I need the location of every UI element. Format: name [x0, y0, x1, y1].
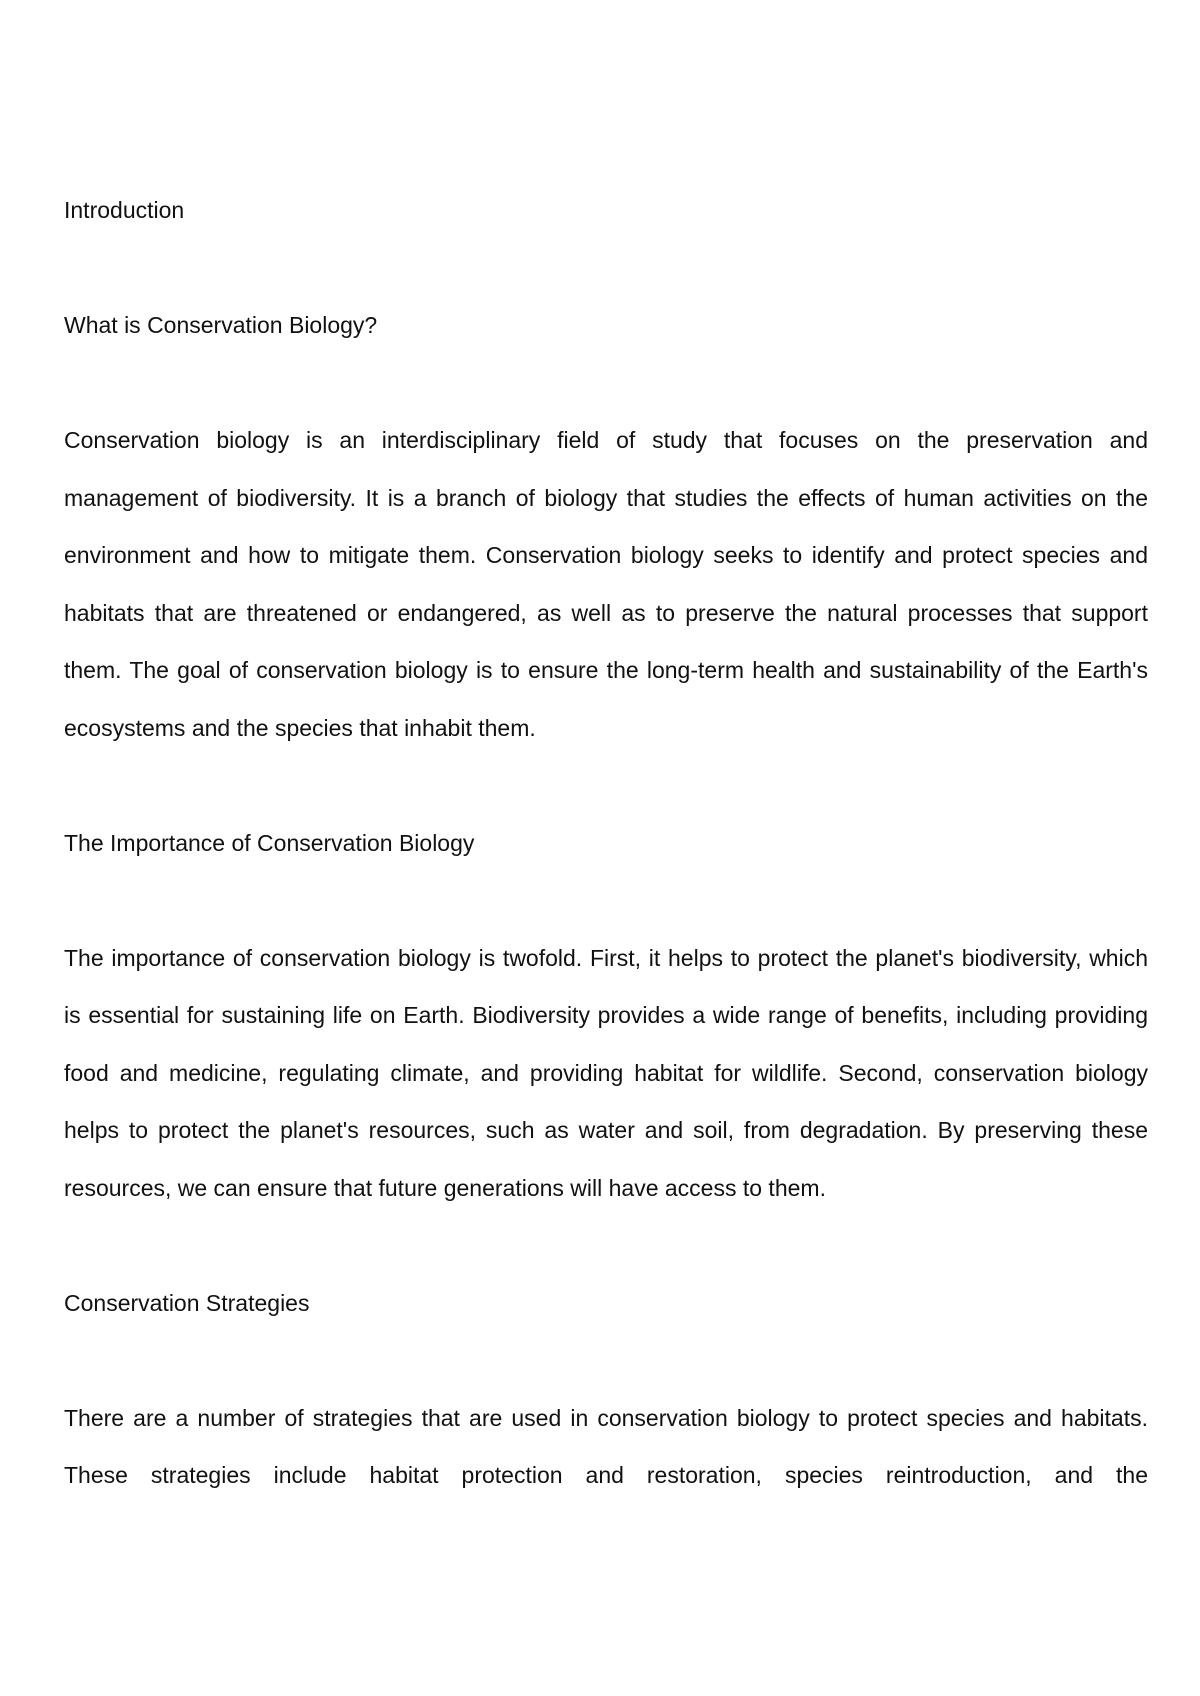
- section-heading-importance: The Importance of Conservation Biology: [64, 829, 475, 856]
- document-body: [64, 182, 1148, 1505]
- paragraph-importance: The importance of conservation biology is twofold. First, it helps to protect the planet's biodiversity, which is essential for sustaining life on Earth. Biodiversity provides a wide range of benefits, including providing food and medicine, regulating climate, and providing habitat for wildlife. Second, conservation biology helps to protect the planet's resources, such as water and soil, from degradation. By preserving these resources, we can ensure that future generations will have access to them.: [64, 944, 1148, 1201]
- paragraph-conservation-strategies: There are a number of strategies that are used in conservation biology to protect species and habitats. These strategies include habitat protection and restoration, species reintroduction, and the: [64, 1404, 1148, 1488]
- section-heading-what-is-conservation-biology: What is Conservation Biology?: [64, 312, 378, 338]
- paragraph-what-is-conservation-biology: Conservation biology is an interdisciplinary field of study that focuses on the preservation and management of biodiversity. It is a branch of biology that studies the effects of human activities on the environment and how to mitigate them. Conservation biology seeks to identify and protect species and habitats that are threatened or endangered, as well as to preserve the natural processes that support them. The goal of conservation biology is to ensure the long-term health and sustainability of the Earth's ecosystems and the species that inhabit them.: [64, 427, 1148, 741]
- section-heading-introduction: Introduction: [64, 197, 185, 223]
- section-heading-conservation-strategies: Conservation Strategies: [64, 1289, 310, 1316]
- blank-line: [64, 1217, 1148, 1275]
- blank-line: [64, 1332, 1148, 1390]
- blank-line: [64, 872, 1148, 930]
- blank-line: [64, 240, 1148, 298]
- blank-line: [64, 355, 1148, 413]
- blank-line: [64, 757, 1148, 815]
